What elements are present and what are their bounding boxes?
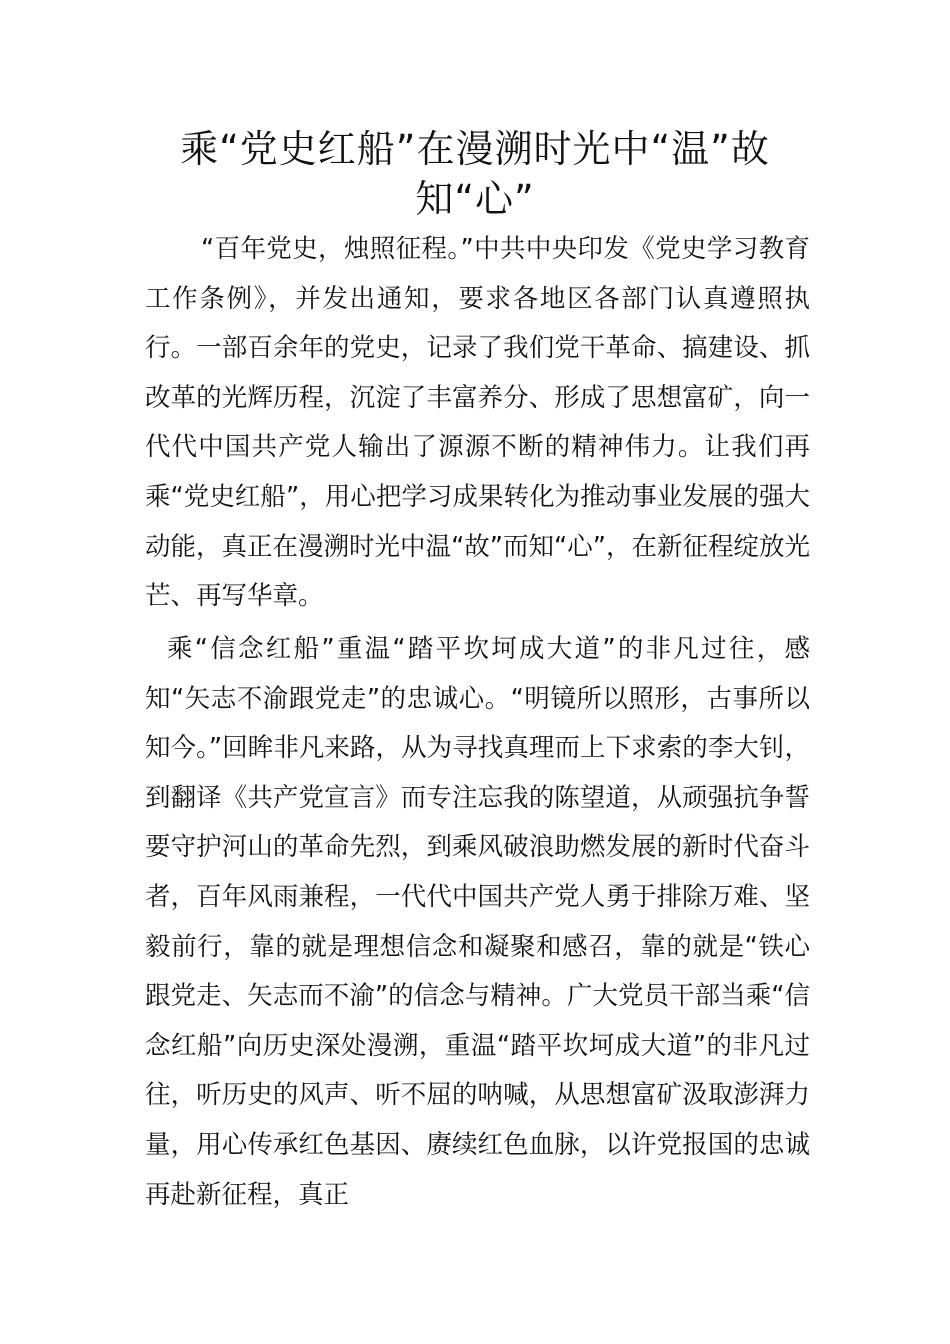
paragraph-1: “百年党史，烛照征程。”中共中央印发《党史学习教育工作条例》，并发出通知，要求各地区各部门认真遵照执行。一部百余年的党史，记录了我们党干革命、搞建设、抓改革的光辉历程，沉淀了丰富养分、形成了思想富矿，向一代代中国共产党人输出了源源不断的精神伟力。让我们再乘“党史红船”，用心把学习成果转化为推动事业发展的强大动能，真正在漫溯时光中温“故”而知“心”，在新征程绽放光芒、再写华章。 [145,234,810,612]
paragraph-2: 乘“信念红船”重温“踏平坎坷成大道”的非凡过往，感知“矢志不渝跟党走”的忠诚心。“明镜所以照形，古事所以知今。”回眸非凡来路，从为寻找真理而上下求索的李大钊，到翻译《共产党宣言》而专注忘我的陈望道，从顽强抗争誓要守护河山的革命先烈，到乘风破浪助燃发展的新时代奋斗者，百年风雨兼程，一代代中国共产党人勇于排除万难、坚毅前行，靠的就是理想信念和凝聚和感召，靠的就是“铁心跟党走、矢志而不渝”的信念与精神。广大党员干部当乘“信念红船”向历史深处漫溯，重温“踏平坎坷成大道”的非凡过往，听历史的风声、听不屈的呐喊，从思想富矿汲取澎湃力量，用心传承红色基因、赓续红色血脉，以许党报国的忠诚再赴新征程，真正 [145,634,810,1210]
document-title: 乘“党史红船”在漫溯时光中“温”故知“心” [180,127,770,221]
